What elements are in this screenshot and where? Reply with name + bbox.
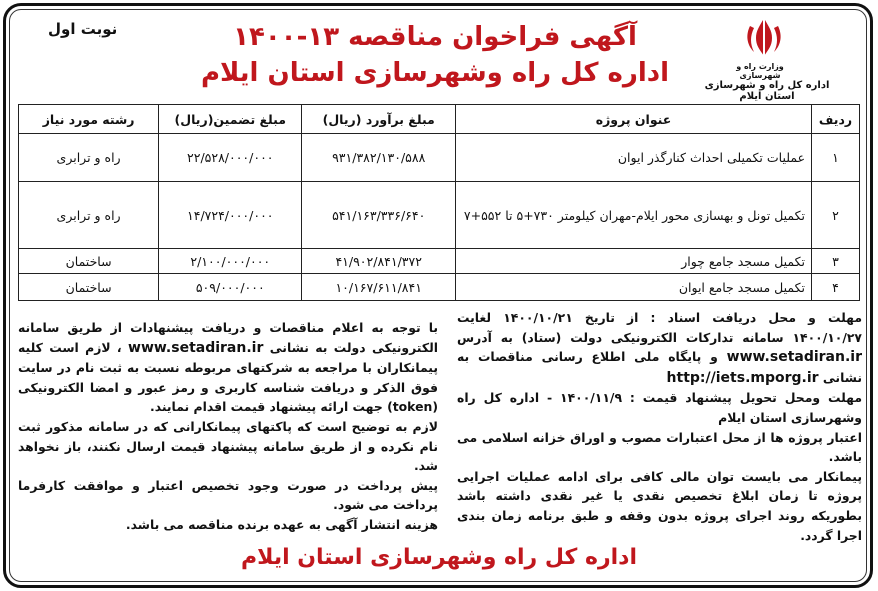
org-name-small: اداره کل راه و شهرسازی استان ایلام — [704, 80, 830, 102]
header-estimate: مبلغ برآورد (ریال) — [302, 105, 456, 134]
terms-left-column — [18, 318, 438, 535]
cell-guarantee: ۲/۱۰۰/۰۰۰/۰۰۰ — [159, 249, 302, 274]
bid-deadline-paragraph: مهلت ومحل تحویل پیشنهاد قیمت : ۱۴۰۰/۱۱/۹ - اداره کل راه وشهرسازی استان ایلام — [457, 390, 862, 425]
header-field: رشته مورد نیاز — [19, 105, 159, 134]
cell-row-number: ۴ — [812, 274, 860, 301]
terms-right-column — [457, 308, 862, 545]
funding-paragraph: اعتبار پروژه ها از محل اعتبارات مصوب و اوراق خزانه اسلامی می باشد. — [457, 429, 862, 465]
table-row — [19, 274, 860, 301]
cell-estimate: ۱۰/۱۶۷/۶۱۱/۸۴۱ — [302, 274, 456, 301]
cell-field: راه و ترابری — [19, 134, 159, 182]
setadiran-link[interactable]: www.setadiran.ir — [726, 349, 862, 366]
registration-paragraph — [18, 318, 438, 417]
cell-guarantee: ۲۲/۵۲۸/۰۰۰/۰۰۰ — [159, 134, 302, 182]
cell-row-number: ۱ — [812, 134, 860, 182]
table-header-row — [19, 105, 860, 134]
cell-field: راه و ترابری — [19, 182, 159, 249]
header-row-number: ردیف — [812, 105, 860, 134]
cell-estimate: ۴۱/۹۰۲/۸۴۱/۳۷۲ — [302, 249, 456, 274]
tender-table — [18, 104, 860, 301]
publication-cost-paragraph: هزینه انتشار آگهی به عهده برنده مناقصه می باشد. — [125, 516, 438, 532]
prepayment-paragraph: پیش پرداخت در صورت وجود تخصیص اعتبار و موافقت کارفرما پرداخت می شود. — [18, 477, 438, 513]
registration-text-a: با توجه به اعلام مناقصات و دریافت پیشنهادات از طریق سامانه الکترونیکی دولت به نشانی — [18, 320, 438, 355]
envelope-paragraph: لازم به توضیح است که پاکتهای پیمانکارانی که در سامانه مذکور ثبت نام نکرده و از طریق سامانه پیشنهاد قیمت ارسال نکنند، باز نخواهد شد. — [18, 418, 438, 474]
iets-text: و پایگاه ملی اطلاع رسانی مناقصات به نشانی — [457, 349, 862, 385]
registration-text-b: ، لازم است کلیه پیمانکاران با مراجعه به شرکتهای مربوطه نسبت به ثبت نام در سایت فوق الذکر و دریافت شناسه کاربری و رمز عبور و امضا الکترونیکی (token) جهت ارائه پیشنهاد قیمت اقدام نمایند. — [18, 339, 438, 415]
header-project-title: عنوان پروژه — [456, 105, 812, 134]
ministry-name: وزارت راه و شهرسازی — [736, 62, 784, 80]
setadiran-link-2[interactable]: www.setadiran.ir — [128, 339, 264, 356]
cell-row-number: ۳ — [812, 249, 860, 274]
footer-organization: اداره کل راه وشهرسازی استان ایلام — [240, 545, 637, 570]
iets-link[interactable]: http://iets.mporg.ir — [666, 369, 819, 386]
cell-estimate: ۹۳۱/۳۸۲/۱۳۰/۵۸۸ — [302, 134, 456, 182]
round-label: نوبت اول — [48, 20, 118, 38]
document-deadline-paragraph — [457, 308, 862, 388]
financial-capacity-paragraph: پیمانکار می بایست توان مالی کافی برای ادامه عملیات اجرایی پروژه تا زمان ابلاغ تخصیص نقدی یا غیر نقدی داشته باشد بطوریکه روند اجرای پروژه بدون وقفه و طبق برنامه زمان بندی اجرا گردد. — [457, 468, 862, 543]
cell-guarantee: ۵۰۹/۰۰۰/۰۰۰ — [159, 274, 302, 301]
cell-estimate: ۵۴۱/۱۶۳/۳۳۶/۶۴۰ — [302, 182, 456, 249]
notice-title: آگهی فراخوان مناقصه ۱۳-۱۴۰۰ — [233, 22, 637, 52]
cell-field: ساختمان — [19, 249, 159, 274]
table-row — [19, 249, 860, 274]
organization-title: اداره کل راه وشهرسازی استان ایلام — [200, 58, 669, 88]
cell-project-title: عملیات تکمیلی احداث کنارگذر ایوان — [456, 134, 812, 182]
table-row — [19, 182, 860, 249]
iran-emblem-icon — [740, 14, 788, 60]
cell-row-number: ۲ — [812, 182, 860, 249]
document-deadline-text: مهلت و محل دریافت اسناد : از تاریخ ۱۴۰۰/۱۰/۲۱ لغایت ۱۴۰۰/۱۰/۲۷ سامانه تدارکات الکترونیکی دولت (ستاد) به آدرس — [457, 310, 862, 345]
table-row — [19, 134, 860, 182]
cell-project-title: تکمیل مسجد جامع ایوان — [456, 274, 812, 301]
cell-project-title: تکمیل تونل و بهسازی محور ایلام-مهران کیلومتر ۷۳۰+۵ تا ۵۵۲+۷ — [456, 182, 812, 249]
cell-project-title: تکمیل مسجد جامع چوار — [456, 249, 812, 274]
header-guarantee: مبلغ تضمین(ریال) — [159, 105, 302, 134]
cell-guarantee: ۱۴/۷۲۴/۰۰۰/۰۰۰ — [159, 182, 302, 249]
cell-field: ساختمان — [19, 274, 159, 301]
